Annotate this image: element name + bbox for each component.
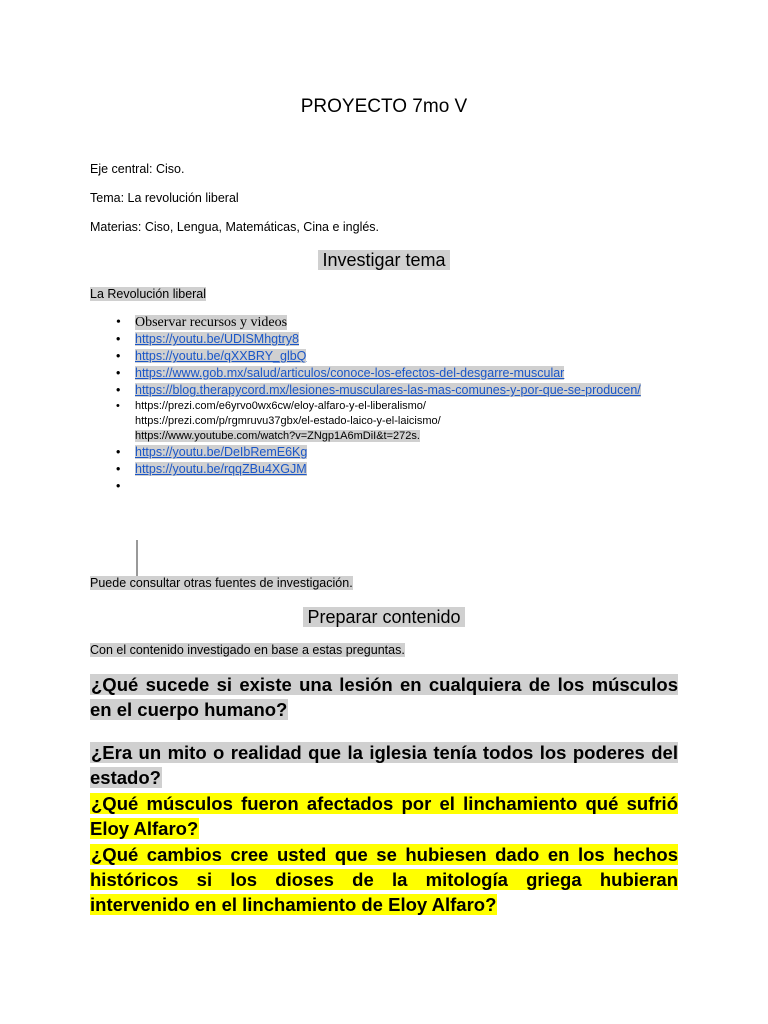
list-intro: Observar recursos y videos — [135, 315, 288, 330]
subtitle-revolucion — [90, 287, 206, 301]
youtube-link[interactable]: https://www.youtube.com/watch?v=ZNgp1A6mDiI&t=272s. — [135, 430, 420, 442]
text-cursor — [136, 540, 138, 576]
list-item: • https://www.gob.mx/salud/articulos/conoce-los-efectos-del-desgarre-muscular — [116, 366, 565, 380]
page-title: PROYECTO 7mo V — [300, 96, 468, 117]
contenido-text: Con el contenido investigado en base a estas preguntas. — [90, 643, 405, 657]
question-2-text: ¿Era un mito o realidad que la iglesia tenía todos los poderes del estado? — [90, 742, 678, 788]
resource-link[interactable]: https://youtu.be/UDISMhgtry8 — [135, 332, 299, 346]
consultar-text: Puede consultar otras fuentes de investigación. — [90, 576, 353, 590]
resource-link[interactable]: https://youtu.be/rqqZBu4XGJM — [135, 462, 307, 476]
list-item: • Observar recursos y videos — [116, 315, 288, 330]
consultar-line — [90, 576, 353, 590]
section-investigar — [0, 250, 768, 271]
resource-link[interactable]: https://youtu.be/qXXBRY_glbQ — [135, 349, 307, 363]
list-item-empty: • — [116, 479, 121, 493]
tema: Tema: La revolución liberal — [90, 191, 239, 205]
section-investigar-label: Investigar tema — [318, 250, 449, 270]
list-item: • https://youtu.be/qXXBRY_glbQ — [116, 349, 307, 363]
section-preparar-label: Preparar contenido — [303, 607, 464, 627]
question-4 — [90, 842, 678, 917]
prezi-link-1[interactable]: https://prezi.com/e6yrvo0wx6cw/eloy-alfaro-y-el-liberalismo/ — [135, 400, 426, 412]
subtitle-revolucion-label: La Revolución liberal — [90, 287, 207, 301]
prezi-link-2[interactable]: https://prezi.com/p/rgmruvu37gbx/el-estado-laico-y-el-laicismo/ — [135, 415, 441, 427]
list-item: • https://youtu.be/DeIbRemE6Kg — [116, 445, 308, 459]
materias: Materias: Ciso, Lengua, Matemáticas, Cina e inglés. — [90, 220, 380, 234]
question-3 — [90, 791, 678, 841]
question-1-text: ¿Qué sucede si existe una lesión en cualquiera de los músculos en el cuerpo humano? — [90, 674, 678, 720]
resource-link[interactable]: https://youtu.be/DeIbRemE6Kg — [135, 445, 308, 459]
list-item: • https://youtu.be/rqqZBu4XGJM — [116, 462, 307, 476]
list-item: • https://blog.therapycord.mx/lesiones-musculares-las-mas-comunes-y-por-que-se-producen/ — [116, 383, 641, 397]
question-4-text: ¿Qué cambios cree usted que se hubiesen dado en los hechos históricos si los dioses de la mitología griega hubieran intervenido en el linchamiento de Eloy Alfaro? — [90, 844, 678, 915]
eje-central: Eje central: Ciso. — [90, 162, 185, 176]
resource-link[interactable]: https://blog.therapycord.mx/lesiones-musculares-las-mas-comunes-y-por-que-se-producen/ — [135, 383, 641, 397]
resource-list — [90, 314, 690, 495]
question-3-text: ¿Qué músculos fueron afectados por el linchamiento qué sufrió Eloy Alfaro? — [90, 793, 678, 839]
contenido-line — [90, 643, 405, 657]
question-1 — [90, 672, 678, 722]
question-2 — [90, 740, 678, 790]
resource-link[interactable]: https://www.gob.mx/salud/articulos/conoce-los-efectos-del-desgarre-muscular — [135, 366, 565, 380]
section-preparar — [0, 607, 768, 628]
list-item: • https://youtu.be/UDISMhgtry8 — [116, 332, 299, 346]
list-item: • https://prezi.com/e6yrvo0wx6cw/eloy-alfaro-y-el-liberalismo/ https://prezi.com/p/rgmruvu37gbx/el-estado-laico-y-el-laicismo/ https://www.youtube.com/watch?v=ZNgp1A6mDiI&t=272s. — [90, 399, 690, 444]
